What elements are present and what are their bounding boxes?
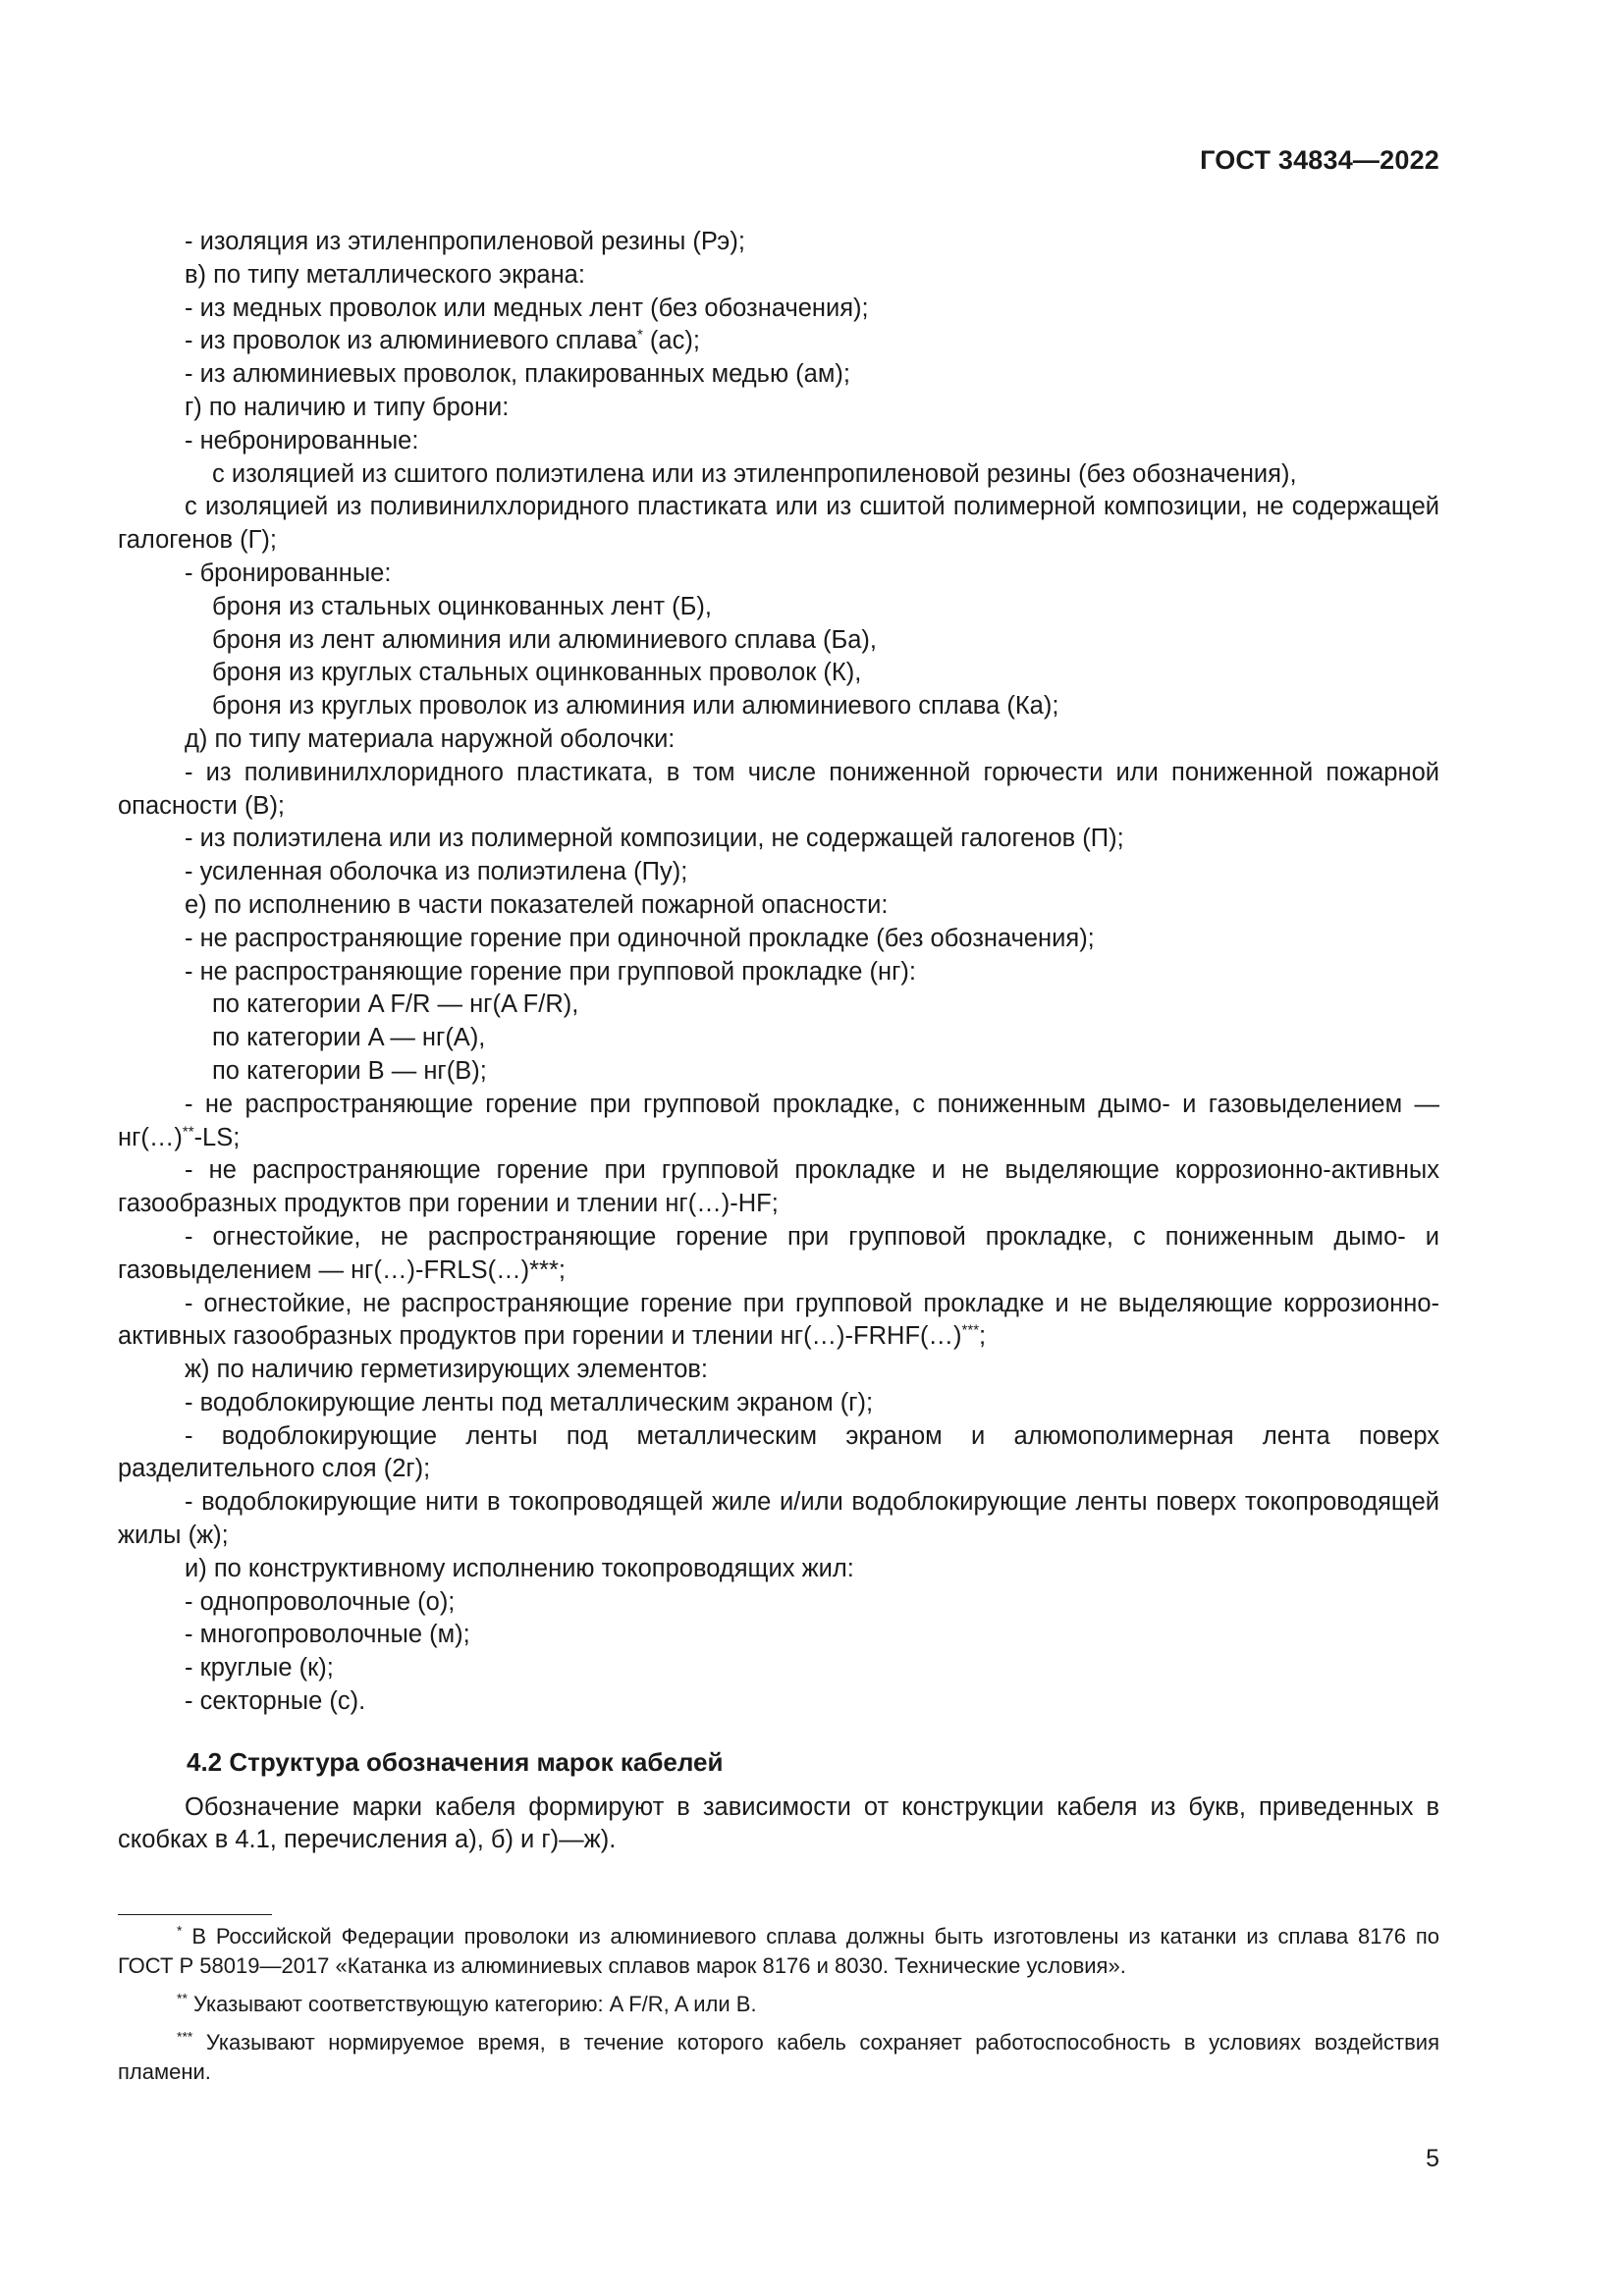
- list-item: - из полиэтилена или из полимерной композиции, не содержащей галогенов (П);: [185, 825, 1124, 853]
- sub-item: броня из круглых стальных оцинкованных проволок (К),: [212, 659, 862, 687]
- list-item: - изоляция из этиленпропиленовой резины (Рэ);: [185, 228, 745, 255]
- sub-item: с изоляцией из сшитого полиэтилена или из этиленпропиленовой резины (без обозначения),: [212, 459, 1297, 488]
- wrapped-item: с изоляцией из поливинилхлоридного пластиката или из сшитой полимерной композиции, не содержащей галогенов (Г);: [118, 493, 1439, 555]
- wrapped-item: [118, 1288, 1439, 1355]
- wrapped-item: - не распространяющие горение при групповой прокладке и не выделяющие коррозионно-активных газообразных продуктов при горении и тлении нг(…)-HF;: [118, 1156, 1439, 1218]
- list-heading: д) по типу материала наружной оболочки:: [185, 724, 676, 753]
- section-paragraph: Обозначение марки кабеля формируют в зависимости от конструкции кабеля из букв, приведенных в скобках в 4.1, перечисления а), б) и г)—ж).: [118, 1792, 1439, 1854]
- wrapped-item: - водоблокирующие ленты под металлическим экраном и алюмополимерная лента поверх разделительного слоя (2г);: [118, 1421, 1439, 1483]
- list-item: - из алюминиевых проволок, плакированных медью (ам);: [185, 360, 850, 389]
- list-item: - не распространяющие горение при групповой прокладке (нг):: [185, 957, 916, 986]
- list-item: - секторные (с).: [185, 1687, 366, 1716]
- list-item: [118, 325, 1439, 358]
- list-heading: г) по наличию и типу брони:: [185, 393, 510, 421]
- footnote-text: Указывают нормируемое время, в течение которого кабель сохраняет работоспособность в условиях воздействия пламени.: [118, 2030, 1439, 2084]
- document-number: ГОСТ 34834—2022: [1200, 145, 1439, 175]
- footnote-ref: ***: [961, 1321, 980, 1339]
- list-item: - не распространяющие горение при одиночной прокладке (без обозначения);: [185, 924, 1095, 952]
- wrapped-item: - из поливинилхлоридного пластиката, в том числе пониженной горючести или пониженной пожарной опасности (В);: [118, 758, 1439, 820]
- list-item: - однопроволочные (о);: [185, 1587, 456, 1616]
- page-number: 5: [1426, 2145, 1439, 2172]
- list-item: - небронированные:: [185, 426, 419, 454]
- footnote-mark: ***: [177, 2028, 193, 2045]
- list-item: - водоблокирующие ленты под металлическим экраном (г);: [185, 1388, 874, 1416]
- list-item: - многопроволочные (м);: [185, 1621, 470, 1649]
- footnote: [118, 1990, 1439, 2019]
- list-item: - круглые (к);: [185, 1654, 334, 1682]
- document-body: [118, 226, 1439, 1857]
- sub-item: броня из лент алюминия или алюминиевого сплава (Ба),: [212, 625, 877, 654]
- footnote-mark: *: [177, 1922, 183, 1939]
- wrapped-item: - огнестойкие, не распространяющие горение при групповой прокладке, с пониженным дымо- и газовыделением — нг(…)-FRLS(…)***;: [118, 1222, 1439, 1284]
- footnote-text: Указывают соответствующую категорию: A F/R, A или B.: [193, 1992, 757, 2016]
- list-item-text: (ас);: [649, 327, 700, 355]
- list-item-text: - из проволок из алюминиевого сплава: [185, 327, 637, 355]
- list-item: - усиленная оболочка из полиэтилена (Пу);: [185, 858, 688, 886]
- wrapped-item: [118, 1089, 1439, 1155]
- list-item: - бронированные:: [185, 559, 392, 587]
- list-heading: и) по конструктивному исполнению токопроводящих жил:: [185, 1554, 854, 1582]
- footnote: [118, 2028, 1439, 2087]
- list-heading: в) по типу металлического экрана:: [185, 260, 585, 289]
- footnotes: [118, 1922, 1439, 2096]
- sub-item: по категории A — нг(A),: [212, 1024, 486, 1052]
- list-item: - из медных проволок или медных лент (без обозначения);: [185, 294, 869, 322]
- footnote-ref: **: [182, 1123, 194, 1141]
- footnote: [118, 1922, 1439, 1981]
- wrapped-item-text: ;: [979, 1322, 987, 1351]
- footnote-ref: *: [636, 326, 643, 344]
- wrapped-item-text: - не распространяющие горение при групповой прокладке, с пониженным дымо- и газовыделением — нг(…): [118, 1090, 1439, 1151]
- footnote-text: В Российской Федерации проволоки из алюминиевого сплава должны быть изготовлены из катанки из сплава 8176 по ГОСТ Р 58019—2017 «Катанка из алюминиевых сплавов марок 8176 и 8030. Технические условия».: [118, 1924, 1439, 1978]
- sub-item: по категории A F/R — нг(A F/R),: [212, 990, 579, 1019]
- list-heading: ж) по наличию герметизирующих элементов:: [185, 1356, 709, 1384]
- wrapped-item: - водоблокирующие нити в токопроводящей жиле и/или водоблокирующие ленты поверх токопроводящей жилы (ж);: [118, 1488, 1439, 1550]
- list-heading: е) по исполнению в части показателей пожарной опасности:: [185, 890, 889, 919]
- wrapped-item-text: -LS;: [193, 1123, 241, 1151]
- wrapped-item-text: - огнестойкие, не распространяющие горение при групповой прокладке и не выделяющие коррозионно-активных газообразных продуктов при горении и тлении нг(…)-FRHF(…): [118, 1289, 1439, 1351]
- section-heading: 4.2 Структура обозначения марок кабелей: [187, 1746, 724, 1777]
- sub-item: броня из стальных оцинкованных лент (Б),: [212, 592, 712, 620]
- footnote-divider: [118, 1914, 272, 1915]
- sub-item: по категории B — нг(B);: [212, 1056, 487, 1085]
- sub-item: броня из круглых проволок из алюминия или алюминиевого сплава (Ка);: [212, 692, 1059, 721]
- footnote-mark: **: [177, 1990, 188, 2006]
